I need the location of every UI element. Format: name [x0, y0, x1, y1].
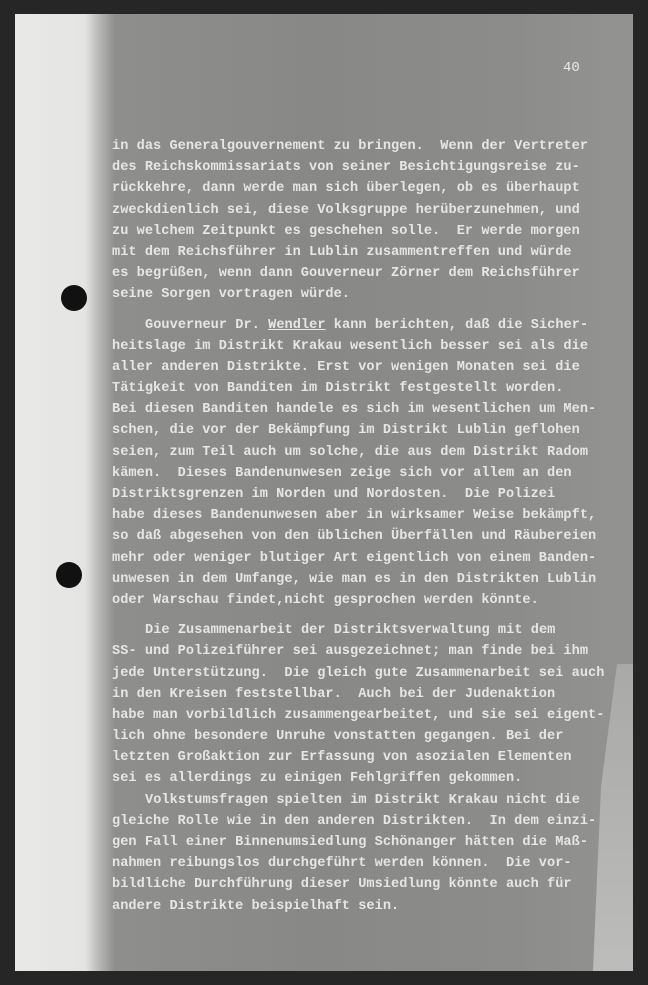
text-line: habe man vorbildlich zusammengearbeitet, und sie sei eigent-: [112, 707, 605, 723]
text-line: heitslage im Distrikt Krakau wesentlich besser sei als die: [112, 338, 589, 354]
text-line: mit dem Reichsführer in Lublin zusammentreffen und würde: [112, 244, 572, 260]
underlined-name: Wendler: [268, 317, 326, 333]
text-line: letzten Großaktion zur Erfassung von asozialen Elementen: [112, 750, 572, 766]
page-number: 40: [563, 60, 580, 76]
paragraph: [112, 136, 604, 306]
text-line: nahmen reibungslos durchgeführt werden können. Die vor-: [112, 856, 572, 872]
text-line: seien, zum Teil auch um solche, die aus dem Distrikt Radom: [112, 444, 589, 460]
text-line: andere Distrikte beispielhaft sein.: [112, 898, 400, 914]
paragraph: [112, 315, 604, 612]
paragraph: [112, 790, 604, 917]
punch-hole: [56, 562, 82, 588]
text-line: Tätigkeit von Banditen im Distrikt festgestellt worden.: [112, 381, 564, 397]
text-line: Distriktsgrenzen im Norden und Nordosten. Die Polizei: [112, 487, 556, 502]
text-line: kämen. Dieses Bandenunwesen zeige sich vor allem an den: [112, 465, 572, 481]
text-line: in das Generalgouvernement zu bringen. Wenn der Vertreter: [112, 139, 589, 154]
text-line: lich ohne besondere Unruhe vonstatten gegangen. Bei der: [112, 729, 564, 745]
text-line: aller anderen Distrikte. Erst vor wenigen Monaten sei die: [112, 359, 580, 375]
text-line: unwesen in dem Umfange, wie man es in den Distrikten Lublin: [112, 571, 597, 587]
text-line: sei es allerdings zu einigen Fehlgriffen gekommen.: [112, 771, 523, 787]
text-line: rückkehre, dann werde man sich überlegen, ob es überhaupt: [112, 181, 580, 197]
punch-hole: [61, 285, 87, 311]
text-line: in den Kreisen feststellbar. Auch bei der Judenaktion: [112, 686, 556, 702]
text-line: Gouverneur Dr. Wendler kann berichten, daß die Sicher-: [145, 317, 589, 333]
text-line: zweckdienlich sei, diese Volksgruppe herüberzunehmen, und: [112, 202, 580, 218]
text-line: Bei diesen Banditen handele es sich im wesentlichen um Men-: [112, 402, 597, 418]
text-line: SS- und Polizeiführer sei ausgezeichnet; man finde bei ihm: [112, 644, 589, 660]
text-line: gen Fall einer Binnenumsiedlung Schönanger hätten die Maß-: [112, 835, 589, 850]
text-line: seine Sorgen vortragen würde.: [112, 287, 351, 303]
text-line: so daß abgesehen von den üblichen Überfällen und Räubereien: [112, 529, 597, 545]
paragraph: [112, 620, 604, 790]
text-line: bildliche Durchführung dieser Umsiedlung könnte auch für: [112, 877, 572, 893]
text-line: mehr oder weniger blutiger Art eigentlich von einem Banden-: [112, 550, 597, 566]
text-line: gleiche Rolle wie in den anderen Distrikten. In dem einzi-: [112, 813, 597, 829]
text-line: es begrüßen, wenn dann Gouverneur Zörner dem Reichsführer: [112, 266, 580, 282]
text-line: zu welchem Zeitpunkt es geschehen solle. Er werde morgen: [112, 223, 580, 239]
document-body: [112, 136, 604, 917]
text-line: schen, die vor der Bekämpfung im Distrikt Lublin geflohen: [112, 423, 580, 439]
text-line: des Reichskommissariats von seiner Besichtigungsreise zu-: [112, 160, 580, 176]
text-line: jede Unterstützung. Die gleich gute Zusammenarbeit sei auch: [112, 665, 605, 681]
text-line: Volkstumsfragen spielten im Distrikt Krakau nicht die: [145, 792, 581, 808]
text-line: Die Zusammenarbeit der Distriktsverwaltung mit dem: [145, 623, 556, 639]
text-line: habe dieses Bandenunwesen aber in wirksamer Weise bekämpft,: [112, 508, 597, 524]
text-line: oder Warschau findet,nicht gesprochen werden könnte.: [112, 592, 539, 608]
